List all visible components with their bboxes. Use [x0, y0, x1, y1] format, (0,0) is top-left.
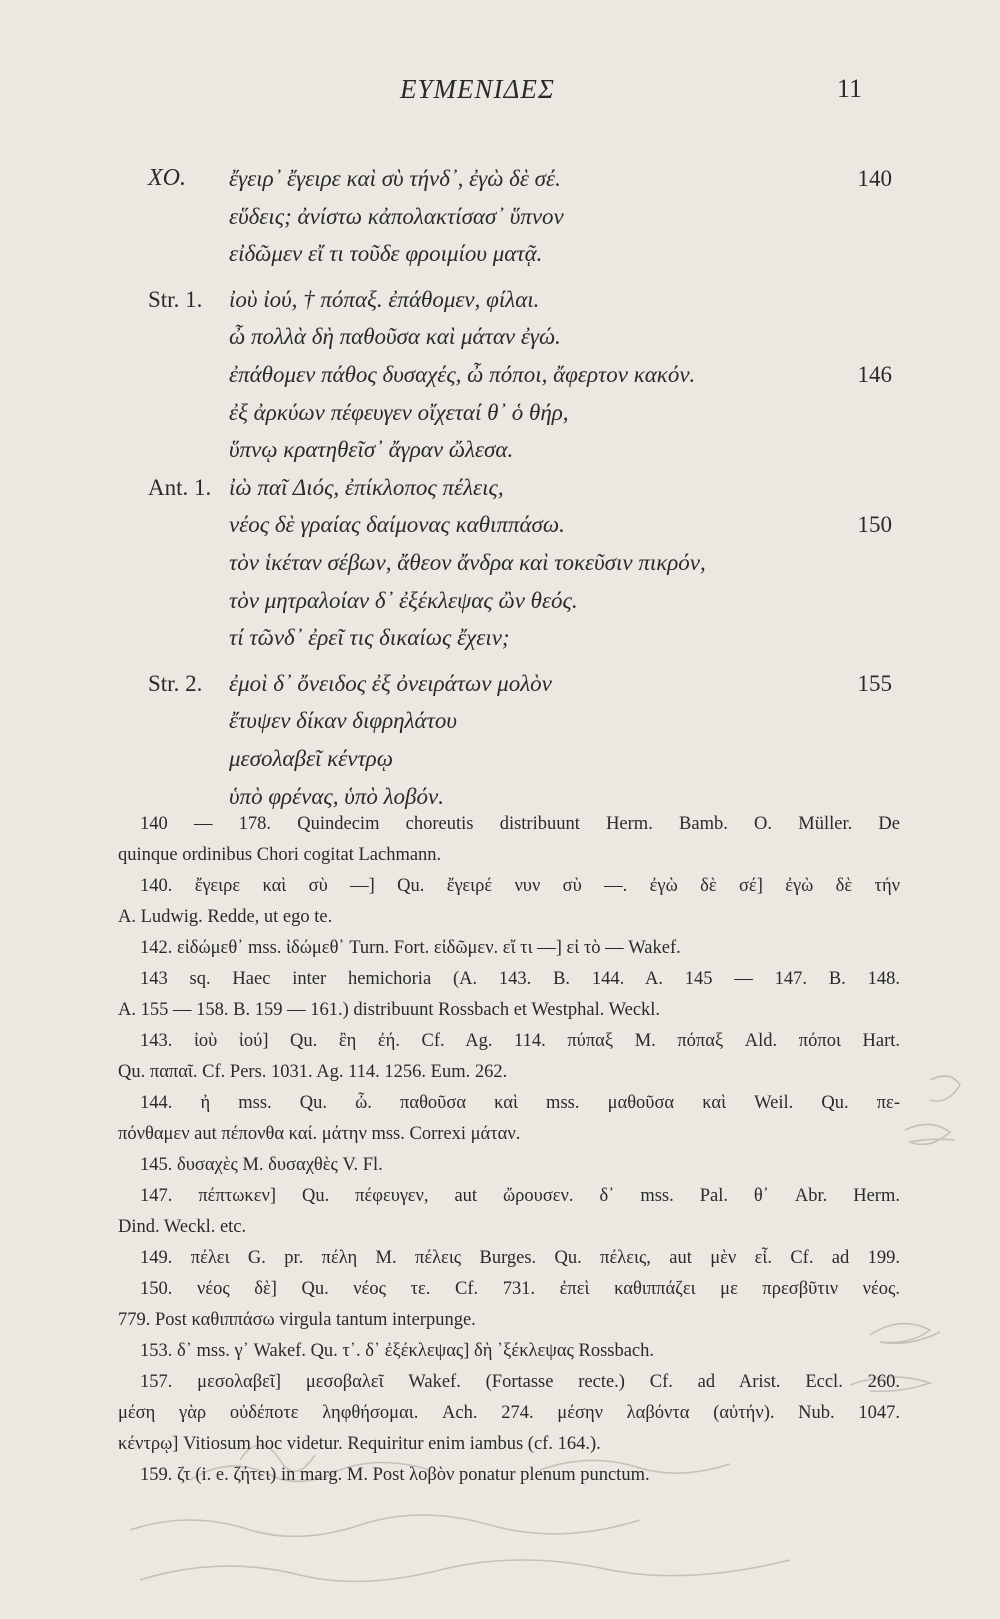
- note-line: [0, 1336, 1000, 1367]
- note-line: [0, 1460, 1000, 1491]
- verse-line: [0, 506, 1000, 544]
- antistrophe-label: Ant. 1.: [148, 474, 212, 500]
- note-line: [0, 964, 1000, 995]
- note-line: [0, 1119, 1000, 1150]
- verse-line: [0, 702, 1000, 740]
- verse-text: νέος δὲ γραίας δαίμονας καθιππάσω.: [229, 512, 565, 538]
- note-text: 145. δυσαχὲς M. δυσαχθὲς V. Fl.: [140, 1155, 383, 1175]
- verse-line: [0, 394, 1000, 432]
- verse-line: [0, 582, 1000, 620]
- verse-line: [0, 665, 1000, 703]
- note-line: [0, 1429, 1000, 1460]
- note-text: quinque ordinibus Chori cogitat Lachmann.: [118, 845, 442, 865]
- note-text: 150. νέος δὲ] Qu. νέος τε. Cf. 731. ἐπεὶ καθιππάζει με πρεσβῦτιν νέος.: [140, 1279, 900, 1299]
- verse-line: [0, 160, 1000, 198]
- speaker-label: ΧΟ.: [148, 165, 186, 191]
- note-line: [0, 1088, 1000, 1119]
- note-line: [0, 871, 1000, 902]
- verse-line: [0, 431, 1000, 469]
- note-line: [0, 1305, 1000, 1336]
- line-number: 146: [857, 361, 892, 387]
- verse-text: ἔτυψεν δίκαν διφρηλάτου: [229, 708, 457, 734]
- note-text: A. Ludwig. Redde, ut ego te.: [118, 907, 333, 927]
- verse-line: [0, 619, 1000, 657]
- note-line: [0, 1274, 1000, 1305]
- running-head: [0, 74, 1000, 114]
- note-text: 779. Post καθιππάσω virgula tantum interpunge.: [118, 1310, 476, 1330]
- verse-text: ἰοὺ ἰού, † πόπαξ. ἐπάθομεν, φίλαι.: [229, 286, 540, 312]
- line-number: 155: [857, 670, 892, 696]
- note-text: κέντρῳ] Vitiosum hoc videtur. Requiritur enim iambus (cf. 164.).: [118, 1434, 601, 1454]
- verse-text: εἰδῶμεν εἴ τι τοῦδε φροιμίου ματᾷ.: [229, 241, 543, 267]
- note-line: [0, 902, 1000, 933]
- verse-line: [0, 281, 1000, 319]
- verse-text: μεσολαβεῖ κέντρῳ: [229, 745, 393, 771]
- note-text: Qu. παπαῖ. Cf. Pers. 1031. Ag. 114. 1256. Eum. 262.: [118, 1062, 508, 1082]
- line-number: 140: [857, 166, 892, 191]
- note-line: [0, 1398, 1000, 1429]
- note-line: [0, 1026, 1000, 1057]
- note-text: 157. μεσολαβεῖ] μεσοβαλεῖ Wakef. (Fortasse recte.) Cf. ad Arist. Eccl. 260.: [140, 1372, 900, 1392]
- note-line: [0, 995, 1000, 1026]
- note-text: 149. πέλει G. pr. πέλη M. πέλεις Burges. Qu. πέλεις, aut μὲν εἶ. Cf. ad 199.: [140, 1248, 900, 1268]
- verse-text: τὸν ἱκέταν σέβων, ἄθεον ἄνδρα καὶ τοκεῦσιν πικρόν,: [229, 549, 706, 575]
- note-text: Dind. Weckl. etc.: [118, 1217, 247, 1237]
- note-line: [0, 933, 1000, 964]
- verse-text: ὦ πολλὰ δὴ παθοῦσα καὶ μάταν ἐγώ.: [229, 324, 561, 350]
- note-line: [0, 1057, 1000, 1088]
- verse-line: [0, 235, 1000, 273]
- verse-text: τί τῶνδ᾽ ἐρεῖ τις δικαίως ἔχειν;: [229, 625, 510, 651]
- note-line: [0, 1243, 1000, 1274]
- note-text: 140 — 178. Quindecim choreutis distribuunt Herm. Bamb. O. Müller. De: [140, 814, 900, 834]
- verse-line: [0, 544, 1000, 582]
- note-text: πόνθαμεν aut πέπονθα καί. μάτην mss. Correxi μάταν.: [118, 1124, 521, 1144]
- note-line: [0, 1150, 1000, 1181]
- line-number: 150: [857, 512, 892, 538]
- note-line: [0, 1181, 1000, 1212]
- verse-text: ἐξ ἀρκύων πέφευγεν οἴχεταί θ᾽ ὁ θήρ,: [229, 399, 569, 425]
- strophe-label: Str. 2.: [148, 670, 203, 696]
- verse-line: [0, 356, 1000, 394]
- page-number: 11: [837, 74, 863, 103]
- note-text: 143. ἰοὺ ἰού] Qu. ἒη ἐή. Cf. Ag. 114. πύπαξ M. πόπαξ Ald. πόποι Hart.: [140, 1031, 900, 1051]
- note-text: 143 sq. Haec inter hemichoria (A. 143. B. 144. A. 145 — 147. B. 148.: [140, 969, 900, 989]
- note-line: [0, 840, 1000, 871]
- note-text: 153. δ᾽ mss. γ᾽ Wakef. Qu. τ᾽. δ᾽ ἐξέκλεψας] δὴ ᾽ξέκλεψας Rossbach.: [140, 1341, 655, 1361]
- verse-text: ἐπάθομεν πάθος δυσαχές, ὦ πόποι, ἄφερτον κακόν.: [229, 361, 696, 387]
- verse-text: τὸν μητραλοίαν δ᾽ ἐξέκλεψας ὢν θεός.: [229, 587, 578, 613]
- note-text: 144. ἠ mss. Qu. ὦ. παθοῦσα καὶ mss. μαθοῦσα καὶ Weil. Qu. πε-: [140, 1093, 900, 1113]
- note-text: 142. εἰδώμεθ᾽ mss. ἰδώμεθ᾽ Turn. Fort. εἰδῶμεν. εἴ τι —] εἰ τὸ — Wakef.: [140, 938, 681, 958]
- note-text: μέση γὰρ οὐδέποτε ληφθήσομαι. Ach. 274. μέσην λαβόντα (αὐτήν). Nub. 1047.: [118, 1403, 900, 1423]
- verse-text: ὕπνῳ κρατηθεῖσ᾽ ἄγραν ὤλεσα.: [229, 437, 514, 463]
- note-line: [0, 1367, 1000, 1398]
- note-line: [0, 1212, 1000, 1243]
- verse-text: ὑπὸ φρένας, ὑπὸ λοβόν.: [229, 783, 444, 809]
- verse-text: εὕδεις; ἀνίστω κἀπολακτίσασ᾽ ὕπνον: [229, 203, 564, 229]
- verse-text: ἔγειρ᾽ ἔγειρε καὶ σὺ τήνδ᾽, ἐγὼ δὲ σέ.: [229, 166, 561, 191]
- verse-line: [0, 318, 1000, 356]
- note-text: A. 155 — 158. B. 159 — 161.) distribuunt Rossbach et Westphal. Weckl.: [118, 1000, 661, 1020]
- note-text: 159. ζτ (i. e. ζήτει) in marg. M. Post λοβὸν ponatur plenum punctum.: [140, 1465, 650, 1485]
- verse-line: [0, 198, 1000, 236]
- verse-line: [0, 469, 1000, 507]
- verse-line: [0, 740, 1000, 778]
- critical-notes: [0, 809, 1000, 1491]
- note-line: [0, 809, 1000, 840]
- running-title: ΕΥΜΕΝΙΔΕΣ: [400, 74, 555, 104]
- strophe-label: Str. 1.: [148, 286, 203, 312]
- verse-text: ἐμοὶ δ᾽ ὄνειδος ἐξ ὀνειράτων μολὸν: [229, 670, 552, 696]
- verse-text: ἰὼ παῖ Διός, ἐπίκλοπος πέλεις,: [229, 474, 504, 500]
- note-text: 147. πέπτωκεν] Qu. πέφευγεν, aut ὤρουσεν. δ᾽ mss. Pal. θ᾽ Abr. Herm.: [140, 1186, 900, 1206]
- verse-block: [0, 160, 1000, 815]
- note-text: 140. ἔγειρε καὶ σὺ —] Qu. ἔγειρέ νυν σὺ —. ἐγὼ δὲ σέ] ἐγὼ δὲ τήν: [140, 876, 900, 896]
